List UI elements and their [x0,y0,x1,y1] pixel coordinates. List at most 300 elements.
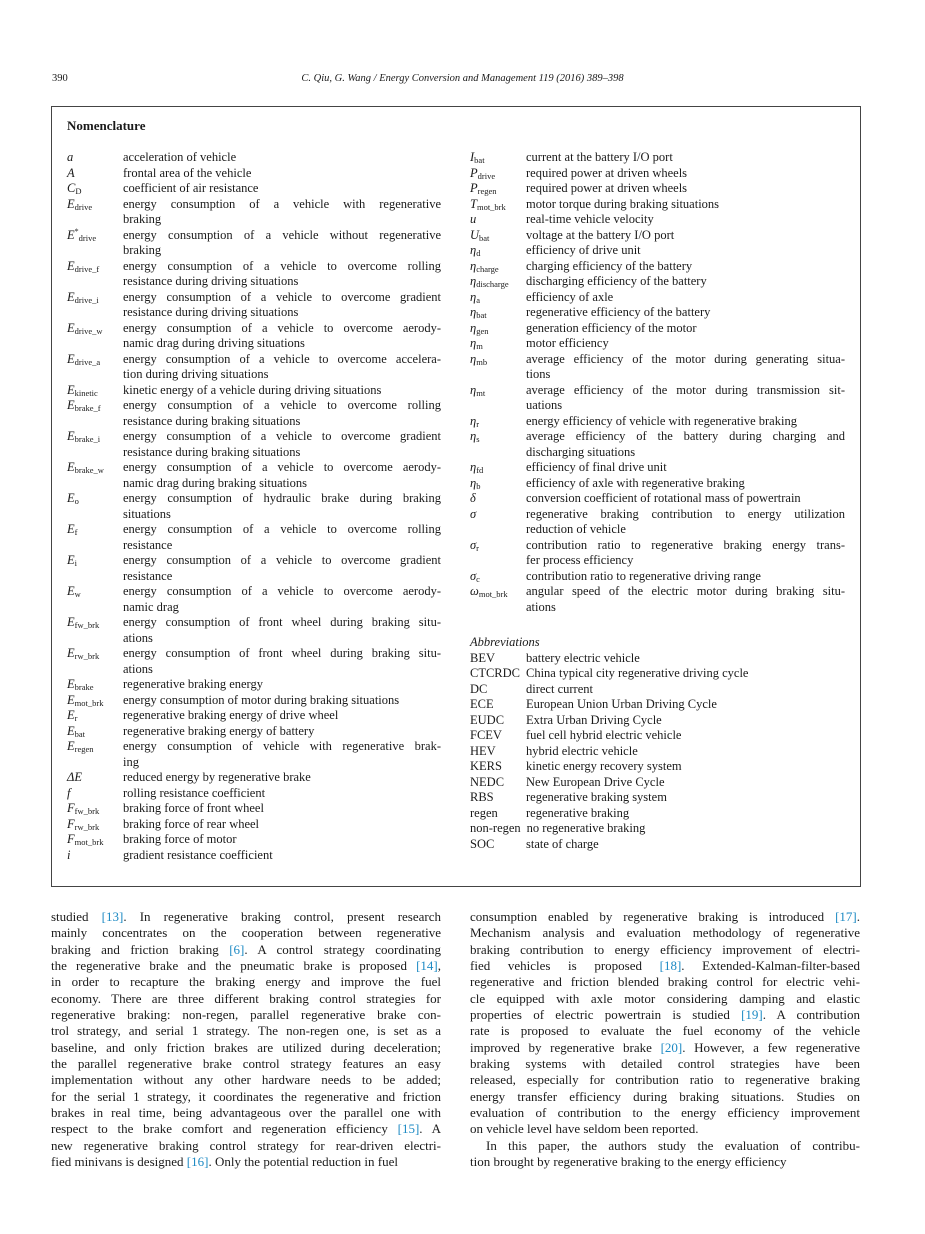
symbol [470,290,526,306]
nomenclature-entry [470,197,845,213]
definition-line: energy efficiency of vehicle with regenerative braking [526,413,797,428]
definition-line: regenerative braking energy [123,677,263,691]
running-header: C. Qiu, G. Wang / Energy Conversion and Management 119 (2016) 389–398 [301,73,624,84]
definition-line: resistance during driving situations [123,305,299,319]
symbol-subscript: drive_i [74,294,99,305]
symbol-base: E [67,553,75,567]
definition [123,708,441,724]
definition-line: motor efficiency [526,336,609,350]
nomenclature-entry [470,166,845,182]
symbol-subscript: i [74,558,78,568]
symbol [67,197,123,213]
body-text-line: trol strategy, and serial 1 strategy. The non-regen one, is set as a [51,1023,441,1039]
symbol-subscript: charge [476,263,499,274]
symbol-subscript: f [74,527,78,537]
definition [526,538,845,569]
definition-line: fer process efficiency [526,553,634,567]
nomenclature-entry [67,770,441,786]
body-text-line: properties of electric powertrain is studied [19]. A contribution [470,1007,860,1023]
symbol-subscript: mot_brk [476,201,506,212]
symbol-base: η [470,413,477,428]
nomenclature-entry [67,321,441,352]
definition [123,770,441,786]
definition-line: motor torque during braking situations [526,196,720,211]
symbol-base: η [470,382,477,397]
definition-line: resistance [123,568,173,583]
symbol [67,848,123,864]
body-text-line: rate is proposed to evaluate the fuel economy of the vehicle [470,1023,860,1039]
nomenclature-entry [67,522,441,553]
definition [123,290,441,321]
abbreviation-entry [470,744,845,760]
symbol [470,460,526,476]
page-number: 390 [52,73,68,84]
definition-line: braking force of rear wheel [123,816,260,831]
definition-line: energy consumption of a vehicle with regenerative [123,196,441,211]
definition-line: braking [123,212,162,226]
symbol [470,429,526,445]
symbol [470,166,526,182]
abbreviation-meaning: European Union Urban Driving Cycle [526,697,717,711]
symbol-base: ω [470,584,479,598]
symbol [470,321,526,337]
nomenclature-entry [67,290,441,321]
nomenclature-entry [470,507,845,538]
symbol-base: E [67,258,75,273]
definition-line: energy consumption of front wheel during braking situ- [123,646,441,660]
symbol-subscript: mt [476,387,486,398]
definition-line: namic drag [123,599,179,614]
body-text-line: for the serial 1 strategy, it coordinates the regenerative and friction [51,1088,441,1104]
symbol-subscript: r [476,542,480,553]
symbol-subscript: drive [78,232,97,243]
definition-line: contribution ratio to regenerative driving range [526,568,761,583]
definition-line: energy consumption of a vehicle to overcome aerody- [123,320,441,335]
symbol-subscript: D [75,186,82,196]
symbol [67,677,123,693]
definition [526,507,845,538]
definition [123,150,441,166]
citation-link[interactable]: [13] [101,909,124,924]
symbol-base: E [67,522,75,536]
definition-line: reduced energy by regenerative brake [123,770,311,784]
citation-link[interactable]: [18] [659,958,682,974]
nomenclature-entry [470,538,845,569]
symbol-subscript: w [74,589,81,599]
abbreviation-meaning: regenerative braking [526,805,630,820]
symbol-subscript: a [476,294,480,305]
symbol-base: E [67,723,75,738]
symbol-subscript: regen [74,744,94,754]
body-text-line: fied minivans is designed [16]. Only the potential reduction in fuel [51,1154,398,1170]
definition-line: ations [123,630,153,645]
symbol-subscript: gen [476,325,489,336]
abbreviation-meaning: regenerative braking system [526,790,667,804]
definition [123,228,441,259]
nomenclature-entry [67,801,441,817]
definition [123,646,441,677]
definition-line: energy consumption of a vehicle to overcome rolling [123,398,441,412]
abbreviation: DC [470,681,488,696]
definition [526,150,845,166]
definition-line: energy consumption of a vehicle to overcome accelera- [123,351,441,366]
nomenclature-entry [67,786,441,802]
definition-line: braking [123,243,162,257]
nomenclature-entry [470,259,845,275]
definition-line: efficiency of final drive unit [526,460,667,474]
definition [123,817,441,833]
nomenclature-entry [67,677,441,693]
abbreviation-meaning: China typical city regenerative driving cycle [526,666,749,680]
definition-line: ations [526,599,556,614]
definition-line: situations [123,506,171,521]
symbol-base: ΔE [67,770,82,784]
abbreviation-meaning: state of charge [526,836,599,851]
definition-line: required power at driven wheels [526,181,688,195]
symbol [67,770,123,786]
definition [123,739,441,770]
nomenclature-entry [67,832,441,848]
definition [123,491,441,522]
definition-line: average efficiency of the battery during charging and [526,429,845,443]
symbol-base: E [67,196,75,211]
definition-line: namic drag during braking situations [123,475,307,490]
citation-link[interactable]: [15] [397,1121,420,1137]
symbol-base: T [470,196,477,211]
symbol-subscript: c [476,573,480,584]
nomenclature-entry [67,150,441,166]
body-text-line: braking systems with detailed control strategies have been [470,1056,860,1072]
definition-line: discharging situations [526,444,636,459]
citation-link[interactable]: [14] [416,958,438,974]
symbol-base: σ [470,506,477,521]
symbol-base: E [67,351,75,366]
abbreviations-list [470,635,845,852]
nomenclature-entry [67,197,441,228]
nomenclature-entry [67,383,441,399]
symbol [67,181,123,197]
definition-line: reduction of vehicle [526,522,626,536]
body-text-right-column [470,909,860,1171]
nomenclature-entry [67,429,441,460]
symbol-subscript: fd [476,465,484,475]
symbol [67,584,123,600]
body-text-line: cle equipped with axle motor considering damping and elastic [470,990,860,1006]
definition-line: regenerative braking contribution to energy utilization [526,506,845,521]
abbreviation-meaning: fuel cell hybrid electric vehicle [526,728,682,742]
nomenclature-entry [470,150,845,166]
abbreviation-meaning: New European Drive Cycle [526,774,665,789]
symbol-base: η [470,243,477,257]
symbol-subscript: r [74,713,78,723]
definition-line: voltage at the battery I/O port [526,227,675,242]
symbol [470,181,526,197]
symbol [67,817,123,833]
nomenclature-entry [67,228,441,259]
body-text-line: implementation without any other hardware needs to be added; [51,1072,441,1088]
body-text-line: new regenerative braking control strategy for rear-driven electri- [51,1137,441,1153]
definition-line: efficiency of axle with regenerative braking [526,475,745,490]
definition-line: braking force of motor [123,832,237,846]
definition-line: kinetic energy of a vehicle during driving situations [123,382,382,397]
definition [526,243,845,259]
definition [526,584,845,615]
body-text-line: the regenerative brake and the pneumatic brake is proposed [14], [51,958,441,974]
definition [123,166,441,182]
abbreviation-entry [470,666,845,682]
symbol-base: η [470,351,477,366]
abbreviation: regen [470,805,498,820]
citation-link[interactable]: [17] [835,909,857,924]
symbol [470,507,526,523]
definition-line: conversion coefficient of rotational mass of powertrain [526,491,801,505]
abbreviation: FCEV [470,728,502,742]
symbol-base: E [67,289,75,304]
definition-line: regenerative braking energy of battery [123,723,315,738]
symbol-subscript: drive_w [74,325,103,336]
symbol-base: P [470,165,478,180]
symbol-base: η [470,429,477,443]
definition-line: resistance [123,537,173,552]
definition-line: resistance during braking situations [123,444,301,459]
body-text-line: brakes in real time, being advantageous over the parallel one with [51,1105,441,1121]
symbol-base: η [470,320,477,335]
body-text-line: fied vehicles is proposed [18]. Extended-Kalman-filter-based [470,958,860,974]
abbreviation: SOC [470,836,495,851]
definition-line: rolling resistance coefficient [123,785,266,800]
symbol [67,801,123,817]
nomenclature-entry [67,259,441,290]
definition-line: energy consumption of a vehicle without regenerative [123,227,441,242]
symbol-subscript: fw_brk [74,620,100,630]
symbol-subscript: m [476,341,483,351]
body-text-line: improved by regenerative brake [20]. However, a few regenerative [470,1039,860,1055]
symbol-base: E [67,429,75,443]
symbol-base: η [470,305,477,319]
definition [526,491,845,507]
definition [123,259,441,290]
symbol-base: η [470,475,477,490]
nomenclature-entry [67,693,441,709]
symbol-base: E [67,491,75,505]
citation-link[interactable]: [16] [186,1154,209,1170]
definition [526,259,845,275]
body-text-line: mainly concentrates on the cooperation between regenerative [51,925,441,941]
definition [123,522,441,553]
nomenclature-entry [67,181,441,197]
symbol-subscript: bat [474,155,485,165]
abbreviation-meaning: battery electric vehicle [526,650,640,665]
symbol [470,259,526,275]
symbol-base: E [67,739,75,753]
definition-line: energy consumption of a vehicle to overcome rolling [123,258,441,273]
symbol-subscript: r [476,418,480,429]
body-text-line: consumption enabled by regenerative braking is introduced [17]. [470,909,860,924]
symbol [67,166,123,182]
nomenclature-entry [67,817,441,833]
definition [123,398,441,429]
definition [526,569,845,585]
definition-line: energy consumption of a vehicle to overcome rolling [123,522,441,536]
nomenclature-entry [67,166,441,182]
nomenclature-entry [67,491,441,522]
nomenclature-entry [67,553,441,584]
abbreviation-meaning: hybrid electric vehicle [526,743,638,758]
symbol [67,522,123,538]
symbol-subscript: mot_brk [74,837,104,847]
symbol-subscript: drive [74,201,93,212]
symbol-base: E [67,708,75,722]
nomenclature-entry [67,646,441,677]
body-text-line: braking and friction braking [6]. A control strategy coordinating [51,941,441,957]
abbreviation-entry [470,728,845,744]
symbol [67,259,123,275]
definition [123,677,441,693]
body-text-line: Mechanism analysis and evaluation methodology of regenerative [470,925,860,941]
definition-line: energy consumption of a vehicle to overcome aerody- [123,460,441,474]
symbol-base: E [67,615,75,629]
definition [526,352,845,383]
definition-line: average efficiency of the motor during transmission sit- [526,382,845,397]
abbreviations-heading: Abbreviations [470,635,540,649]
body-text-line: released, especially for contribution ratio to regenerative braking [470,1072,860,1088]
symbol-base: U [470,227,480,242]
symbol-base: δ [470,491,476,505]
definition [526,228,845,244]
definition [526,166,845,182]
symbol-subscript: drive_f [74,263,100,274]
symbol-base: E [67,584,75,598]
citation-link[interactable]: [19] [741,1007,763,1023]
abbreviation: non-regen [470,821,521,835]
symbol [67,150,123,166]
symbol [67,739,123,755]
definition-line: gradient resistance coefficient [123,847,273,862]
symbol-base: F [67,816,75,831]
definition-line: discharging efficiency of the battery [526,274,707,288]
symbol-subscript: kinetic [74,387,98,398]
citation-link[interactable]: [6] [229,941,245,957]
body-text-line: braking contribution to energy efficiency improvement of electri- [470,941,860,957]
definition-line: energy consumption of a vehicle to overcome gradient [123,429,441,443]
body-text-line: on vehicle level have seldom been reported. [470,1121,699,1137]
definition [526,460,845,476]
symbol-subscript: brake_i [74,434,101,444]
abbreviation: NEDC [470,774,505,789]
definition-line: efficiency of axle [526,289,614,304]
symbol [67,352,123,368]
nomenclature-entry [67,584,441,615]
nomenclature-right-column [470,150,845,852]
symbol [67,832,123,848]
symbol-subscript: mb [476,356,488,367]
symbol-subscript: s [476,434,480,444]
symbol [67,693,123,709]
symbol-subscript: bat [74,728,86,739]
abbreviation-entry [470,697,845,713]
nomenclature-entry [470,290,845,306]
definition [123,584,441,615]
symbol-base: a [67,150,74,164]
symbol-base: E [67,382,75,397]
symbol [470,336,526,352]
nomenclature-entry [470,491,845,507]
body-text-line: in order to recapture the braking energy and improve the fuel [51,974,441,990]
definition-line: frontal area of the vehicle [123,165,252,180]
definition [123,832,441,848]
nomenclature-entry [67,724,441,740]
definition [123,321,441,352]
symbol [470,584,526,600]
body-text-line: the parallel regenerative brake control strategy features an easy [51,1056,441,1072]
nomenclature-entry [470,181,845,197]
definition-line: current at the battery I/O port [526,150,673,164]
symbol [67,228,123,244]
definition-line: acceleration of vehicle [123,150,237,164]
symbol-subscript: brake_f [74,403,101,413]
symbol [470,274,526,290]
symbol-base: E [67,398,75,412]
symbol [470,414,526,430]
nomenclature-entry [470,569,845,585]
body-text-line: economy. There are three different braking control strategies for [51,990,441,1006]
abbreviation-entry [470,651,845,667]
nomenclature-left-column [67,150,441,863]
symbol [470,212,526,228]
symbol-base: F [67,801,75,815]
nomenclature-entry [470,460,845,476]
body-text-line: regenerative braking: non-regen, parallel regenerative brake con- [51,1007,441,1023]
symbol-superscript: * [74,226,79,236]
symbol-base: E [67,227,75,242]
abbreviation: KERS [470,759,502,773]
nomenclature-entry [470,274,845,290]
definition [123,553,441,584]
definition-line: coefficient of air resistance [123,181,259,195]
symbol-subscript: brake [74,682,94,692]
definition [123,848,441,864]
definition [123,460,441,491]
definition-line: charging efficiency of the battery [526,258,693,273]
symbol-base: E [67,677,75,691]
symbol [67,724,123,740]
symbol [67,786,123,802]
abbreviation-entry [470,682,845,698]
definition [526,429,845,460]
nomenclature-entry [470,305,845,321]
citation-link[interactable]: [20] [660,1039,683,1055]
definition-line: efficiency of drive unit [526,243,641,257]
body-text-line: energy transfer efficiency during braking situations. Studies on [470,1088,860,1104]
symbol-subscript: b [476,480,481,491]
symbol-base: η [470,274,477,288]
definition-line: braking force of front wheel [123,801,264,815]
symbol-subscript: o [74,496,79,506]
abbreviation-entry [470,837,845,853]
abbreviation-meaning: no regenerative braking [526,821,646,835]
body-text-line: respect to the brake comfort and regeneration efficiency [15]. A [51,1121,441,1137]
symbol-base: E [67,320,75,335]
body-text-line: baseline, and only friction brakes are utilized during deceleration; [51,1039,441,1055]
definition [123,352,441,383]
symbol-base: f [67,785,71,800]
symbol [470,228,526,244]
symbol [67,290,123,306]
definition-line: tion during driving situations [123,367,269,381]
definition-line: regenerative braking energy of drive wheel [123,708,339,722]
symbol-base: E [67,692,75,707]
definition-line: ing [123,754,139,769]
